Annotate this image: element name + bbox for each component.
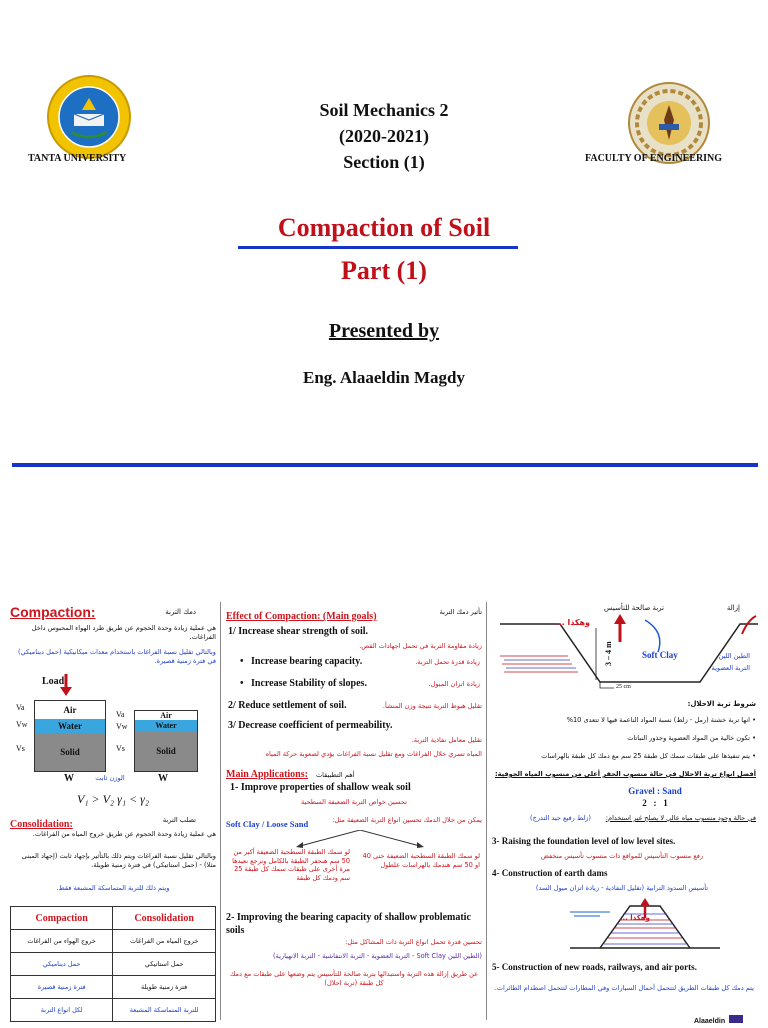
high-water-case: [490, 814, 756, 826]
applications-ar-title: أهم التطبيقات: [315, 771, 355, 779]
goal-2-ar: تقليل هبوط التربة نتيجة وزن المنشأ.: [382, 702, 482, 710]
academic-year: (2020-2021): [339, 126, 429, 146]
application-4: 4- Construction of earth dams: [492, 868, 608, 878]
water-label: Water: [58, 721, 82, 731]
soft-clay-ar: الطين اللين: [718, 652, 750, 660]
consolidation-heading: [10, 814, 216, 828]
application-1-soils: [226, 814, 484, 828]
compaction-definition-1: هي عملية زيادة وحدة الحجوم عن طريق طرد الهواء المحبوس داخل الفراغات.: [31, 624, 216, 641]
signature-mark: [729, 1015, 743, 1023]
right-institution: FACULTY OF ENGINEERING: [585, 153, 723, 164]
removal-label: إزالة: [726, 604, 740, 612]
table-row: [11, 999, 216, 1022]
section-number: Section (1): [343, 152, 425, 172]
water-label-compact: Water: [155, 721, 177, 730]
table-cell: خروج المياه من الفراغات: [113, 930, 216, 953]
goal-1: 1/ Increase shear strength of soil.: [228, 626, 368, 637]
goal-1-bullet-2-text: Increase Stability of slopes.: [251, 678, 367, 689]
high-water-case-text: في حالة وجود منسوب مياه عالي لا يصلح غير استخدام:: [605, 814, 756, 822]
application-2-ar-2: (الطين اللين Soft Clay - التربة العضوية - التربة الانتفاشية - التربة الانهيارية): [272, 952, 482, 960]
presented-by: Presented by: [328, 320, 440, 342]
goal-3: 3/ Decrease coefficient of permeability.: [228, 720, 393, 731]
air-phase-compact: [135, 711, 197, 720]
goal-1-bullet-1: • Increase bearing capacity.: [240, 656, 363, 667]
goal-3-ar: تقليل معامل نفاذية التربة.: [411, 736, 482, 744]
organic-soil-ar: التربة العضوية: [711, 664, 750, 672]
weight-constant: الوزن ثابت: [95, 774, 125, 782]
vs-label-compact: Vs: [116, 744, 125, 753]
application-2-ar: تحسين قدرة تحمل انواع التربة ذات المشاكل مثل:: [345, 938, 482, 946]
signature-text: Alaaeldin: [694, 1018, 726, 1025]
solid-phase: [35, 733, 105, 771]
goal-1-bullet-1-text: Increase bearing capacity.: [251, 656, 363, 667]
page-divider: [12, 463, 758, 467]
author-signature: [694, 1010, 754, 1025]
load-arrow-icon: [60, 674, 72, 696]
application-5: 5- Construction of new roads, railways, and air ports.: [492, 962, 697, 972]
va-label-compact: Va: [116, 710, 125, 719]
weight-left: W: [64, 773, 74, 784]
consolidation-title: Consolidation:: [10, 819, 73, 830]
table-header-compaction: Compaction: [11, 907, 113, 930]
depth-label: 3 – 4 m: [604, 641, 613, 666]
goal-2: 2/ Reduce settlement of soil.: [228, 700, 347, 711]
application-1: 1- Improve properties of shallow weak soil: [230, 782, 411, 793]
table-row: [11, 976, 216, 999]
layer-thickness: 25 cm: [616, 684, 631, 690]
best-replacement: أفضل انواع تربة الاحلال في حالة منسوب الحفر أعلى من منسوب المياه الجوفية:: [495, 770, 756, 778]
gravel-sand-ratio: 2 : 1: [642, 798, 668, 808]
volume-relation: V₁ > V₂ γ₁ < γ₂: [77, 792, 149, 806]
condition-1: • انها تربة خشنة (رمل - زلط) نسبة المواد الناعمة فيها لا تتعدى 10%: [566, 716, 756, 724]
table-cell: حمل ديناميكي: [11, 953, 113, 976]
hakaza-label: وهكذا ...: [555, 618, 590, 627]
application-5-ar: يتم دمك كل طبقات الطريق لتتحمل أحمال السيارات وفي المطارات لتتحمل اصطدام الطائرات.: [494, 984, 754, 992]
good-soil-label: تربة صالحة للتأسيس: [603, 604, 664, 612]
consolidation-definition-2: وبالتالي تقليل نسبة الفراغات ويتم ذلك بالتأثير بإجهاد ثابت (إجهاد المبنى مثلا) - (حمل استاتيكي) في فترة زمنية طويلة.: [21, 852, 216, 869]
left-institution: TANTA UNIVERSITY: [28, 153, 127, 164]
water-phase: [35, 719, 105, 733]
table-cell: فترة زمنية قصيرة: [11, 976, 113, 999]
effect-title: Effect of Compaction: (Main goals): [226, 611, 377, 622]
goal-1-bullet-1-ar: زيادة قدرة تحمل التربة.: [415, 658, 480, 666]
table-cell: للتربة المتماسكة المشبعة: [113, 999, 216, 1022]
application-4-ar: تأسيس السدود الترابية (تقليل النفاذية - زيادة اتزان ميول السد): [535, 884, 709, 892]
consolidation-definition-1: هي عملية زيادة وحدة الحجوم عن طريق خروج المياه من الفراغات.: [32, 830, 216, 838]
consolidation-ar-title: تصلب التربة: [162, 816, 196, 824]
application-3: 3- Raising the foundation level of low level sites.: [492, 836, 676, 846]
vw-label-compact: Vw: [116, 722, 128, 731]
conditions-title: شروط تربة الاحلال:: [687, 700, 756, 708]
table-cell: لكل انواع التربة: [11, 999, 113, 1022]
vs-label: Vs: [16, 744, 25, 753]
compaction-ar-title: دمك التربة: [165, 608, 196, 616]
author-name: Eng. Alaaeldin Magdy: [302, 368, 465, 387]
compaction-title: Compaction:: [10, 604, 96, 620]
goal-1-ar: زيادة مقاومة التربة في تحمل اجهادات القص.: [359, 642, 482, 650]
course-name: Soil Mechanics 2: [319, 100, 449, 120]
vw-label: Vw: [16, 720, 28, 729]
table-row: [11, 953, 216, 976]
solid-label-compact: Solid: [156, 746, 176, 756]
title-underline: [238, 246, 518, 249]
condition-3: • يتم تنفيذها على طبقات سمك كل طبقة 25 سم مع دمك كل طبقة بالهراسات: [541, 752, 756, 760]
branch-arrows-icon: [280, 830, 440, 850]
table-header-consolidation: Consolidation: [113, 907, 216, 930]
air-label-compact: Air: [160, 711, 172, 720]
soft-clay-loose-sand: Soft Clay / Loose Sand: [226, 819, 309, 829]
applications-heading: [226, 764, 484, 778]
consolidation-definition-3: ويتم ذلك للتربة المتماسكة المشبعة فقط.: [56, 884, 170, 892]
table-cell: خروج الهواء من الفراغات: [11, 930, 113, 953]
application-2-ar-3: عن طريق إزالة هذه التربة واستبدالها بتربة صالحة للتأسيس يتم وضعها على طبقات مع دمك كل طبقة (تربة احلال): [229, 970, 479, 987]
earth-dam-diagram: [560, 898, 730, 956]
condition-2-text: تكون خالية من المواد العضوية وجذور النباتات: [627, 734, 750, 742]
phase-diagram-after: [134, 710, 198, 772]
thick-layer-case: لو سمك الطبقة السطحية الضعيفة أكبر من 50 سم هنحفر الطبقة بالكامل ونرجع نعيدها مرة أخرى على طبقات سمك كل طبقة 25 سم ودمك كل طبقة: [232, 848, 350, 882]
goal-1-bullet-2: • Increase Stability of slopes.: [240, 678, 367, 689]
effect-ar-title: تأثير دمك التربة: [439, 608, 482, 616]
application-1-ar-2: يمكن من خلال الدمك تحسين انواع التربة الضعيفة مثل:: [332, 816, 482, 824]
effect-heading: [226, 606, 484, 620]
table-cell: حمل استاتيكي: [113, 953, 216, 976]
air-phase: [35, 701, 105, 719]
load-label: Load: [42, 676, 65, 687]
condition-2: • تكون خالية من المواد العضوية وجذور النباتات: [627, 734, 756, 742]
compaction-definition-2: وبالتالي تقليل نسبة الفراغات باستخدام معدات ميكانيكية (حمل ديناميكي) في فترة زمنية قصيرة.: [17, 648, 216, 665]
comparison-table: [10, 906, 216, 1022]
goal-1-bullet-2-ar: زيادة اتزان الميول.: [428, 680, 480, 688]
gravel-sand: Gravel : Sand: [628, 786, 682, 796]
part-label: Part (1): [341, 256, 427, 285]
water-phase-compact: [135, 720, 197, 732]
weight-right: W: [158, 773, 168, 784]
solid-phase-compact: [135, 732, 197, 771]
application-3-ar: رفع منسوب التأسيس للمواقع ذات منسوب تأسيس منخفض: [540, 852, 704, 860]
phase-diagram-before: [34, 700, 106, 772]
table-cell: فترة زمنية طويلة: [113, 976, 216, 999]
compaction-heading: [10, 604, 216, 620]
condition-3-text: يتم تنفيذها على طبقات سمك كل طبقة 25 سم مع دمك كل طبقة بالهراسات: [541, 752, 750, 760]
table-row: [11, 930, 216, 953]
goal-3-ar-2: المياه تسري خلال الفراغات ومع تقليل نسبة الفراغات يؤدي لصعوبة حركة المياه: [265, 750, 482, 758]
high-water-case-answer: (زلط رفيع جيد التدرج): [530, 814, 591, 822]
thin-layer-case: لو سمك الطبقة السطحية الضعيفة حتى 40 او 50 سم هندمك بالهراسات علطول: [362, 852, 480, 869]
dam-hakaza-label: وهكذا ...: [619, 914, 650, 922]
application-1-ar: تحسين خواص التربة الضعيفة السطحية: [300, 798, 407, 806]
soft-clay-label: Soft Clay: [642, 650, 678, 660]
air-label: Air: [63, 705, 77, 715]
applications-title: Main Applications:: [226, 769, 308, 780]
condition-1-text: انها تربة خشنة (رمل - زلط) نسبة المواد الناعمة فيها لا تتعدى 10%: [566, 716, 750, 724]
solid-label: Solid: [60, 747, 80, 757]
main-title: Compaction of Soil: [277, 213, 491, 242]
application-2: 2- Improving the bearing capacity of shallow problematic soils: [226, 912, 471, 936]
tanta-university-logo: [46, 74, 132, 160]
va-label: Va: [16, 703, 25, 712]
